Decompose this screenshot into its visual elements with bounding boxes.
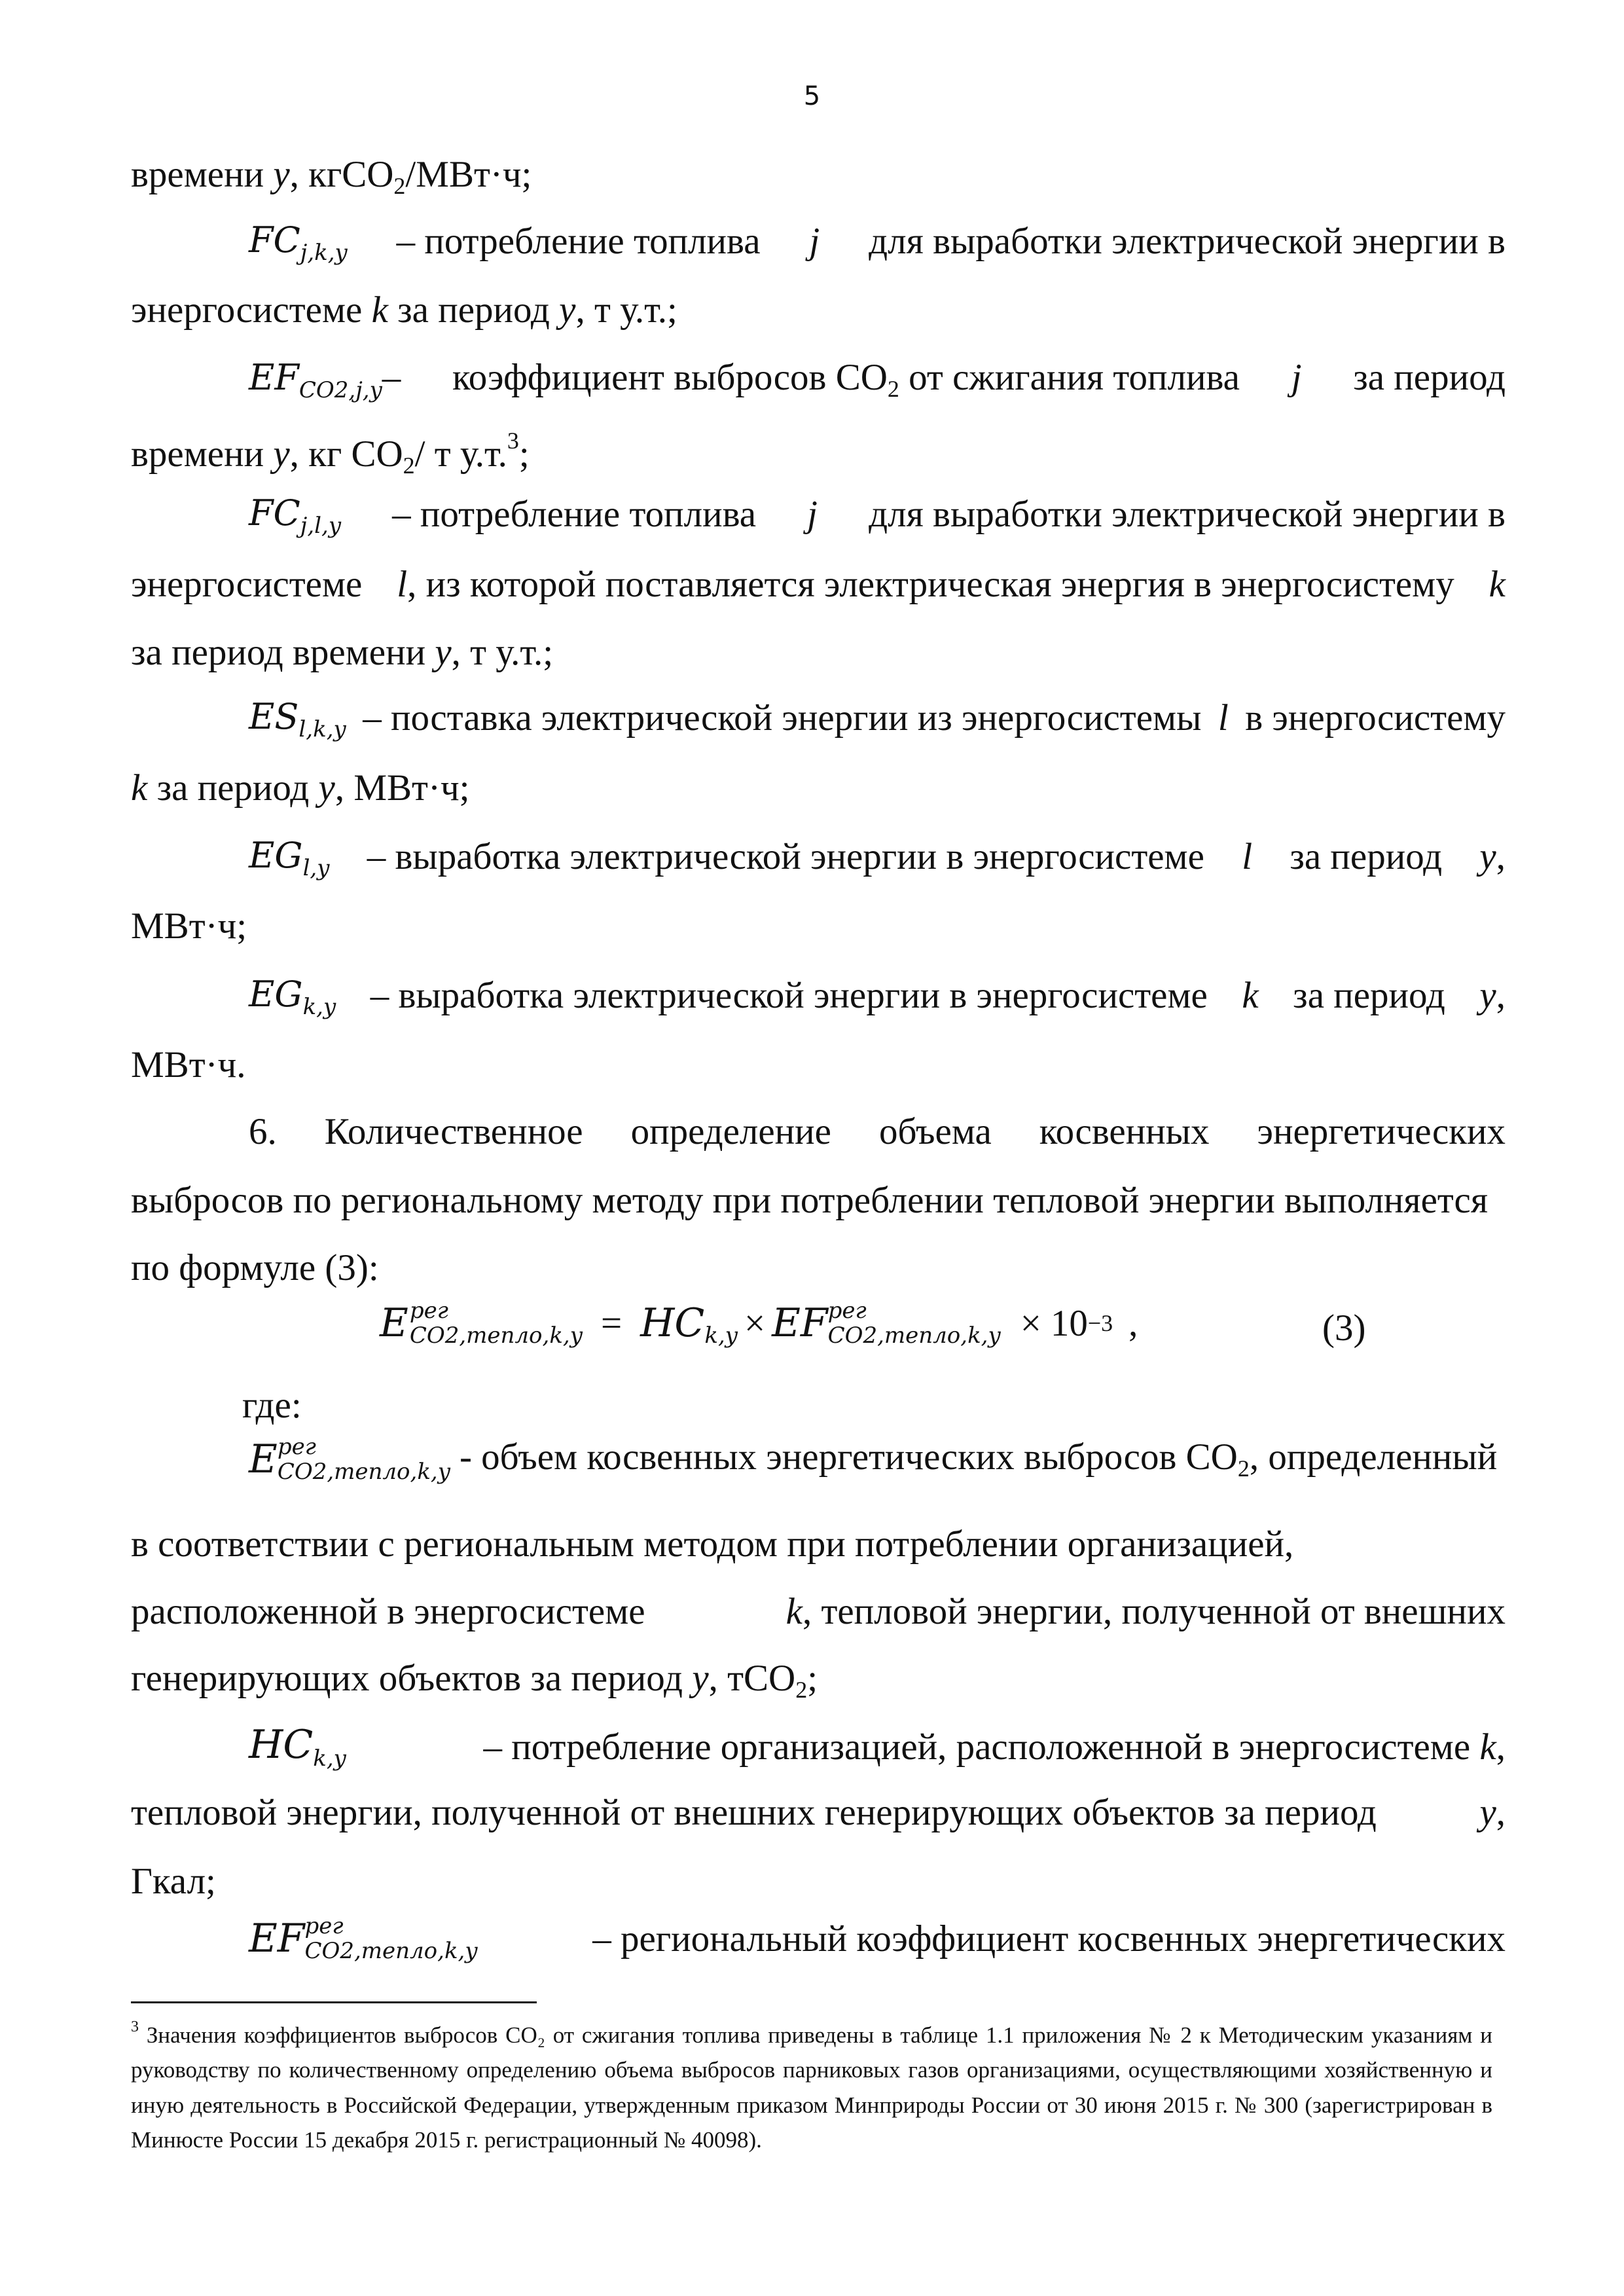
definition-ef-heat: EF рег CO2,тепло,k,y – региональный коэффициент косвенных энергетических [249,1913,1506,1964]
text-line: Гкал; [131,1861,216,1902]
page-number: 5 [803,81,821,111]
text-line: за период времени y, т у.т.; [131,632,554,673]
text-line: времени y, кг $CO_2/$ т у.т.$^3$; [131,428,530,479]
text-line: времени y, кгCO$_2$/МВт·ч; [131,154,532,199]
text-line: МВт·ч; [131,905,247,947]
symbol-es-lky: $ES_{l,k,y}$ [249,696,346,742]
text-line: генерирующих объектов за период y, тCO$_2$; [131,1658,818,1703]
text-line: энергосистеме k за период y, т у.т.; [131,289,677,331]
definition-fc-jly: $FC_{j,l,y}$ – потребление топлива j для выработки электрической энергии в [249,492,1506,539]
equation-number: (3) [1322,1307,1366,1349]
definition-fc-jky: $FC_{j,k,y}$ – потребление топлива j для выработки электрической энергии в [249,219,1506,266]
text-line: по формуле (3): [131,1247,379,1288]
symbol-fc-jly: $FC_{j,l,y}$ [249,492,342,539]
definition-e-heat: E рег CO2,тепло,k,y - объем косвенных энергетических выбросов $CO_2$, определенный [249,1434,1498,1485]
footnote-text: Значения коэффициентов выбросов CO₂ от сжигания топлива приведены в таблице 1.1 приложения № 2 к Методическим указаниям и руководству по количественному определению объема выбросов парниковых газов организациями, осуществляющими хозяйственную и иную деятельность в Российской Федерации, утвержденным приказом Минприроды России от 30 июня 2015 г. № 300 (зарегистрирован в Минюсте России 15 декабря 2015 г. регистрационный № 40098). [131,2022,1492,2153]
symbol-fc-jky: $FC_{j,k,y}$ [249,219,348,266]
symbol-eg-ly: $EG_{l,y}$ [249,835,330,881]
formula-3: E рег CO2,тепло,k,y = HC k,y × EF рег CO2,тепло,k,y × 10 −3 , [380,1298,1138,1349]
symbol-ef-co2jy: $EF_{CO2,j,y}$ [249,357,382,403]
footnote-separator [131,2001,537,2003]
text-line: выбросов по региональному методу при потреблении тепловой энергии выполняется [131,1180,1489,1221]
text-line: расположенной в энергосистеме k, тепловой энергии, полученной от внешних [131,1591,1506,1632]
definition-eg-ly: $EG_{l,y}$ – выработка электрической энергии в энергосистеме l за период y, [249,835,1506,881]
definition-eg-ky: $EG_{k,y}$ – выработка электрической энергии в энергосистеме k за период y, [249,974,1506,1020]
footnote [131,2015,1492,2158]
paragraph-6-first-line: 6. Количественное определение объема косвенных энергетических [249,1111,1506,1152]
footnote-ref[interactable]: 3 [507,428,519,454]
text-line: МВт·ч. [131,1044,246,1085]
definition-ef-co2: $EF_{CO2,j,y}-$ коэффициент выбросов $CO_2$ от сжигания топлива j за период [249,357,1506,403]
footnote-mark: 3 [131,2018,139,2035]
text-line: энергосистеме l, из которой поставляется электрическая энергия в энергосистему k [131,564,1506,605]
text-line: в соответствии с региональным методом при потреблении организацией, [131,1523,1294,1565]
symbol-eg-ky: $EG_{k,y}$ [249,974,336,1020]
text-line: k за период y, МВт·ч; [131,767,470,809]
where-label: где: [242,1385,302,1426]
formula-lhs: E [380,1300,408,1346]
definition-es-lky: $ES_{l,k,y}$ – поставка электрической энергии из энергосистемы l в энергосистему [249,696,1506,742]
symbol-hc-ky: $HC_{k,y}$ [249,1722,346,1772]
text-line: тепловой энергии, полученной от внешних генерирующих объектов за период y, [131,1792,1506,1833]
definition-hc-ky: $HC_{k,y}$ – потребление организацией, расположенной в энергосистеме k, [249,1722,1506,1772]
